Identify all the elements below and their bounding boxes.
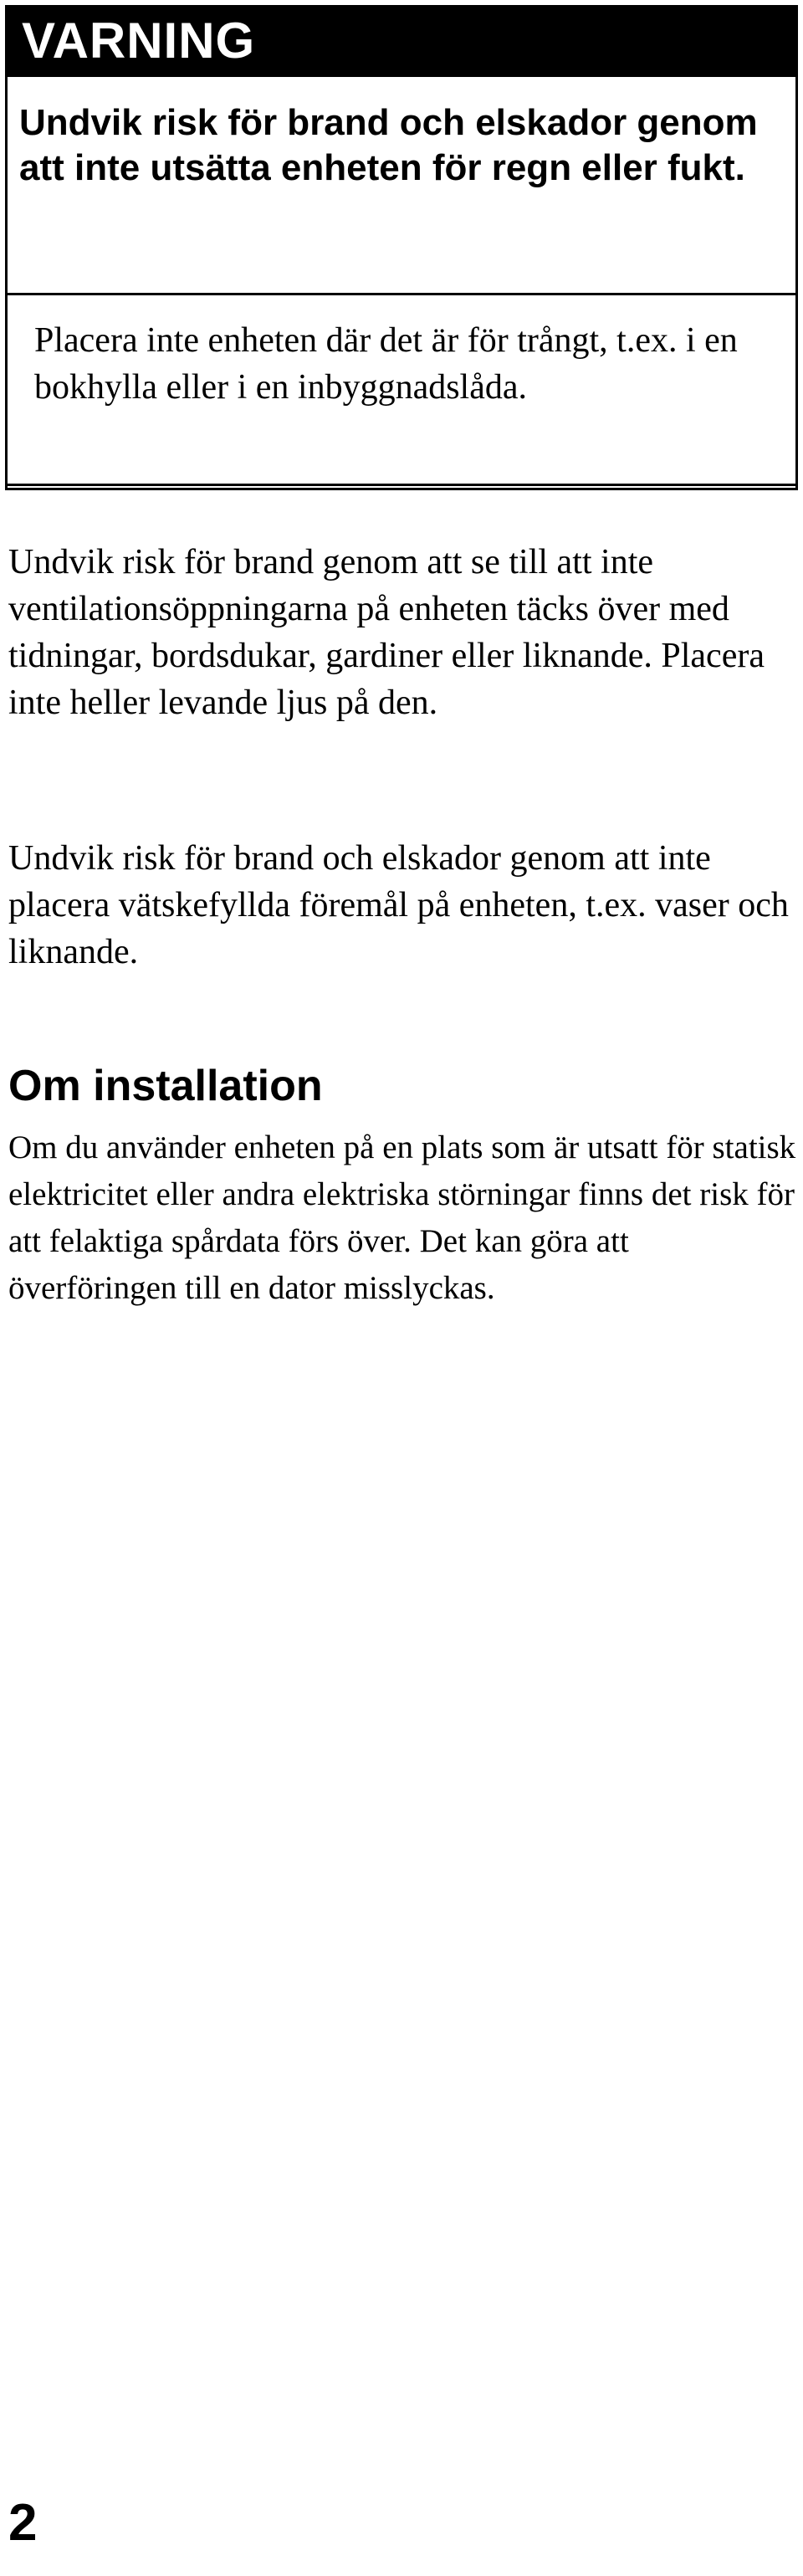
warning-header xyxy=(5,5,798,77)
liquids-paragraph: Undvik risk för brand och elskador genom att inte placera vätskefyllda föremål på enheten, t.ex. vaser och liknande. xyxy=(8,839,789,971)
placement-warning-box xyxy=(5,293,798,490)
page-number: 2 xyxy=(8,2494,38,2552)
placement-warning-text: Placera inte enheten där det är för trångt, t.ex. i en bokhylla eller i en inbyggnadslåda. xyxy=(34,321,738,407)
warning-fire-moisture-text: Undvik risk för brand och elskador genom att inte utsätta enheten för regn eller fukt. xyxy=(19,102,758,188)
installation-heading: Om installation xyxy=(8,1062,323,1110)
warning-title: VARNING xyxy=(22,13,256,69)
ventilation-paragraph: Undvik risk för brand genom att se till att inte ventilationsöppningarna på enheten täcks över med tidningar, bordsdukar, gardiner eller liknande. Placera inte heller levande ljus på den. xyxy=(8,543,765,722)
installation-paragraph: Om du använder enheten på en plats som är utsatt för statisk elektricitet eller andra elektriska störningar finns det risk för att felaktiga spårdata förs över. Det kan göra att överföringen till en dator misslyckas. xyxy=(8,1129,796,1306)
